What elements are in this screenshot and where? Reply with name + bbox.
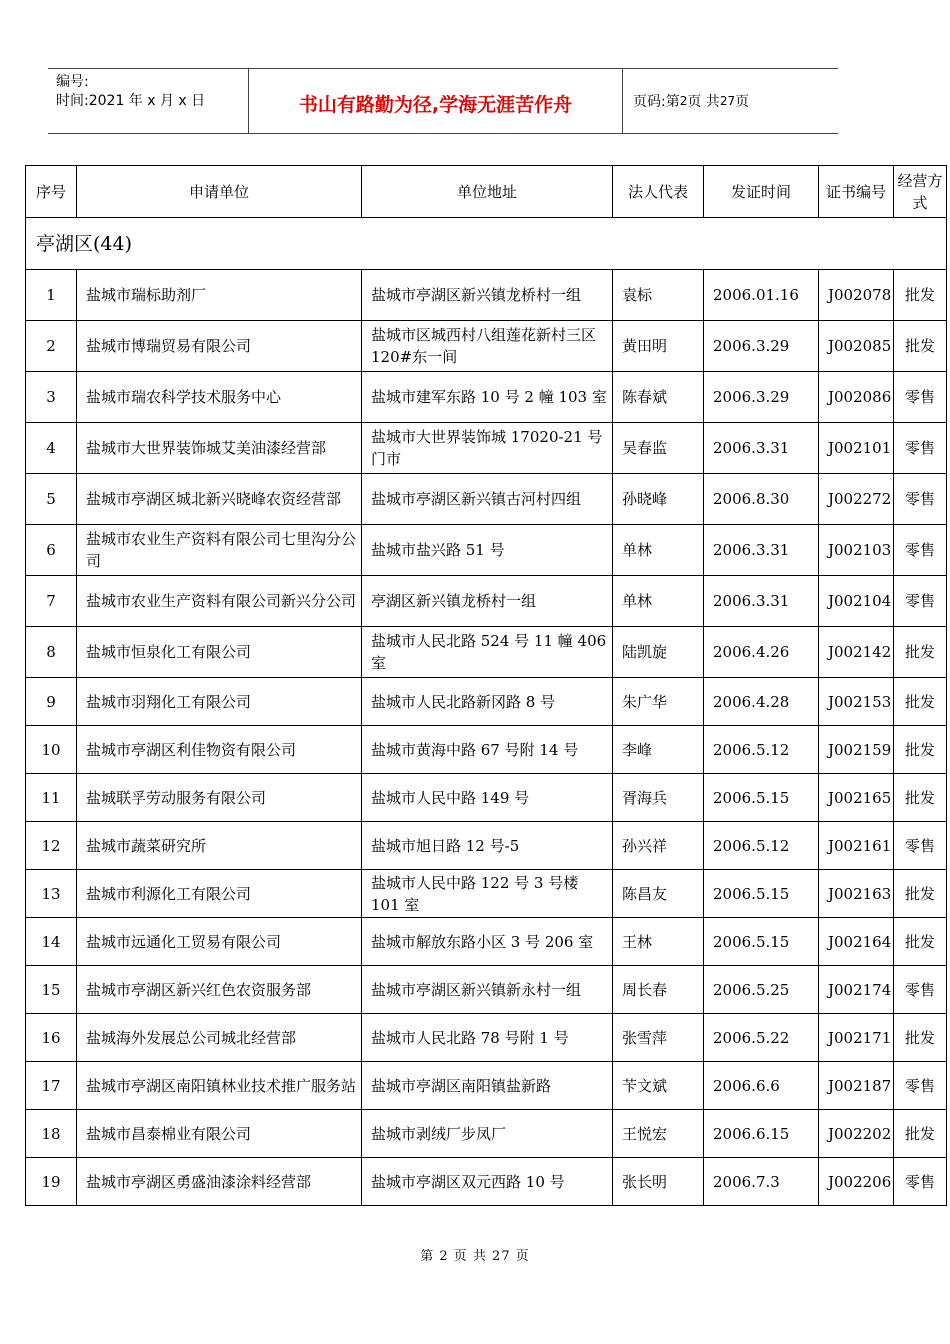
table-row — [26, 870, 947, 918]
cell-addr: 盐城市大世界装饰城 17020-21 号门市 — [362, 423, 613, 474]
cell-unit: 盐城市恒泉化工有限公司 — [77, 627, 362, 678]
cell-addr: 盐城市旭日路 12 号-5 — [362, 822, 613, 870]
cell-date: 2006.5.15 — [704, 870, 819, 918]
table-row — [26, 423, 947, 474]
cell-mode: 零售 — [894, 1062, 947, 1110]
cell-cert: J002103 — [819, 525, 894, 576]
cell-date: 2006.5.12 — [704, 822, 819, 870]
cell-cert: J002206 — [819, 1158, 894, 1206]
cell-unit: 盐城市农业生产资料有限公司新兴分公司 — [77, 576, 362, 627]
cell-unit: 盐城市瑞标助剂厂 — [77, 270, 362, 321]
cell-rep: 陈昌友 — [613, 870, 704, 918]
cell-cert: J002272 — [819, 474, 894, 525]
cell-addr: 盐城市亭湖区南阳镇盐新路 — [362, 1062, 613, 1110]
table-row — [26, 1110, 947, 1158]
table-row — [26, 474, 947, 525]
cell-mode: 批发 — [894, 870, 947, 918]
cell-mode: 批发 — [894, 627, 947, 678]
cell-addr: 盐城市亭湖区新兴镇新永村一组 — [362, 966, 613, 1014]
cell-mode: 零售 — [894, 372, 947, 423]
cell-no: 6 — [26, 525, 77, 576]
cell-unit: 盐城市博瑞贸易有限公司 — [77, 321, 362, 372]
cell-cert: J002163 — [819, 870, 894, 918]
cell-mode: 零售 — [894, 822, 947, 870]
cell-date: 2006.6.15 — [704, 1110, 819, 1158]
cell-cert: J002101 — [819, 423, 894, 474]
cell-unit: 盐城市蔬菜研究所 — [77, 822, 362, 870]
cell-no: 15 — [26, 966, 77, 1014]
cell-no: 2 — [26, 321, 77, 372]
cell-date: 2006.5.22 — [704, 1014, 819, 1062]
cell-addr: 盐城市黄海中路 67 号附 14 号 — [362, 726, 613, 774]
cell-addr: 盐城市人民北路新冈路 8 号 — [362, 678, 613, 726]
cell-mode: 零售 — [894, 966, 947, 1014]
page-total: 27 — [719, 94, 736, 108]
table-row — [26, 966, 947, 1014]
cell-addr: 盐城市盐兴路 51 号 — [362, 525, 613, 576]
section-title: 亭湖区(44) — [26, 218, 947, 270]
cell-mode: 零售 — [894, 525, 947, 576]
cell-rep: 李峰 — [613, 726, 704, 774]
col-header-no: 序号 — [26, 166, 77, 218]
cell-addr: 盐城市人民中路 149 号 — [362, 774, 613, 822]
col-header-addr: 单位地址 — [362, 166, 613, 218]
cell-no: 17 — [26, 1062, 77, 1110]
cell-rep: 吴春监 — [613, 423, 704, 474]
cell-unit: 盐城市昌泰棉业有限公司 — [77, 1110, 362, 1158]
cell-rep: 张长明 — [613, 1158, 704, 1206]
cell-no: 14 — [26, 918, 77, 966]
cell-unit: 盐城市大世界装饰城艾美油漆经营部 — [77, 423, 362, 474]
cell-date: 2006.6.6 — [704, 1062, 819, 1110]
cell-date: 2006.01.16 — [704, 270, 819, 321]
cell-unit: 盐城市利源化工有限公司 — [77, 870, 362, 918]
cell-date: 2006.4.28 — [704, 678, 819, 726]
section-row — [26, 218, 947, 270]
license-table — [25, 165, 947, 1206]
cell-addr: 盐城市人民北路 78 号附 1 号 — [362, 1014, 613, 1062]
cell-mode: 零售 — [894, 474, 947, 525]
cell-date: 2006.4.26 — [704, 627, 819, 678]
cell-rep: 黄田明 — [613, 321, 704, 372]
page-prefix: 页码:第 — [633, 94, 680, 110]
cell-no: 13 — [26, 870, 77, 918]
cell-unit: 盐城市农业生产资料有限公司七里沟分公司 — [77, 525, 362, 576]
cell-mode: 批发 — [894, 321, 947, 372]
cell-date: 2006.8.30 — [704, 474, 819, 525]
cell-unit: 盐城市亭湖区利佳物资有限公司 — [77, 726, 362, 774]
cell-mode: 批发 — [894, 270, 947, 321]
cell-addr: 盐城市亭湖区新兴镇古河村四组 — [362, 474, 613, 525]
cell-no: 9 — [26, 678, 77, 726]
cell-no: 18 — [26, 1110, 77, 1158]
cell-mode: 零售 — [894, 576, 947, 627]
cell-cert: J002174 — [819, 966, 894, 1014]
cell-rep: 周长春 — [613, 966, 704, 1014]
cell-addr: 盐城市解放东路小区 3 号 206 室 — [362, 918, 613, 966]
cell-date: 2006.7.3 — [704, 1158, 819, 1206]
cell-date: 2006.3.29 — [704, 321, 819, 372]
cell-no: 12 — [26, 822, 77, 870]
table-row — [26, 918, 947, 966]
cell-cert: J002142 — [819, 627, 894, 678]
cell-rep: 陈春斌 — [613, 372, 704, 423]
cell-cert: J002202 — [819, 1110, 894, 1158]
cell-addr: 盐城市人民北路 524 号 11 幢 406 室 — [362, 627, 613, 678]
col-header-rep: 法人代表 — [613, 166, 704, 218]
cell-date: 2006.3.29 — [704, 372, 819, 423]
cell-rep: 朱广华 — [613, 678, 704, 726]
page-header — [48, 68, 838, 134]
cell-rep: 单林 — [613, 525, 704, 576]
col-header-mode: 经营方式 — [894, 166, 947, 218]
cell-cert: J002078 — [819, 270, 894, 321]
cell-date: 2006.5.15 — [704, 918, 819, 966]
cell-unit: 盐城联孚劳动服务有限公司 — [77, 774, 362, 822]
cell-unit: 盐城市亭湖区新兴红色农资服务部 — [77, 966, 362, 1014]
page-mid: 页 共 — [687, 94, 720, 110]
cell-unit: 盐城市亭湖区南阳镇林业技术推广服务站 — [77, 1062, 362, 1110]
cell-rep: 王林 — [613, 918, 704, 966]
page-number: 2 — [679, 94, 688, 108]
cell-rep: 陆凯旋 — [613, 627, 704, 678]
cell-date: 2006.3.31 — [704, 525, 819, 576]
cell-no: 1 — [26, 270, 77, 321]
cell-cert: J002086 — [819, 372, 894, 423]
cell-date: 2006.3.31 — [704, 576, 819, 627]
cell-addr: 亭湖区新兴镇龙桥村一组 — [362, 576, 613, 627]
table-row — [26, 822, 947, 870]
cell-mode: 批发 — [894, 1110, 947, 1158]
cell-unit: 盐城市瑞农科学技术服务中心 — [77, 372, 362, 423]
cell-rep: 张雪萍 — [613, 1014, 704, 1062]
cell-unit: 盐城市羽翔化工有限公司 — [77, 678, 362, 726]
table-row — [26, 774, 947, 822]
cell-cert: J002187 — [819, 1062, 894, 1110]
table-row — [26, 270, 947, 321]
cell-rep: 王悦宏 — [613, 1110, 704, 1158]
page-footer: 第 2 页 共 27 页 — [420, 1249, 530, 1264]
col-header-unit: 申请单位 — [77, 166, 362, 218]
cell-cert: J002161 — [819, 822, 894, 870]
header-motto: 书山有路勤为径,学海无涯苦作舟 — [249, 69, 623, 133]
cell-addr: 盐城市亭湖区双元西路 10 号 — [362, 1158, 613, 1206]
table-row — [26, 1062, 947, 1110]
cell-unit: 盐城市亭湖区城北新兴晓峰农资经营部 — [77, 474, 362, 525]
cell-cert: J002171 — [819, 1014, 894, 1062]
cell-unit: 盐城市亭湖区勇盛油漆涂料经营部 — [77, 1158, 362, 1206]
table-row — [26, 627, 947, 678]
table-row — [26, 678, 947, 726]
table-row — [26, 576, 947, 627]
cell-no: 3 — [26, 372, 77, 423]
cell-cert: J002153 — [819, 678, 894, 726]
cell-mode: 批发 — [894, 678, 947, 726]
cell-date: 2006.5.15 — [704, 774, 819, 822]
col-header-cert: 证书编号 — [819, 166, 894, 218]
page-suffix: 页 — [735, 94, 750, 110]
cell-no: 8 — [26, 627, 77, 678]
cell-rep: 苄文斌 — [613, 1062, 704, 1110]
table-row — [26, 321, 947, 372]
cell-mode: 批发 — [894, 726, 947, 774]
table-header-row — [26, 166, 947, 218]
cell-no: 4 — [26, 423, 77, 474]
cell-date: 2006.3.31 — [704, 423, 819, 474]
table-row — [26, 1014, 947, 1062]
cell-no: 16 — [26, 1014, 77, 1062]
header-meta — [48, 69, 249, 133]
cell-cert: J002104 — [819, 576, 894, 627]
cell-unit: 盐城海外发展总公司城北经营部 — [77, 1014, 362, 1062]
cell-mode: 批发 — [894, 1014, 947, 1062]
cell-addr: 盐城市剥绒厂步凤厂 — [362, 1110, 613, 1158]
header-page-info — [623, 69, 838, 133]
cell-mode: 零售 — [894, 1158, 947, 1206]
id-label: 编号: — [56, 74, 89, 90]
cell-rep: 胥海兵 — [613, 774, 704, 822]
table-row — [26, 1158, 947, 1206]
cell-cert: J002164 — [819, 918, 894, 966]
time-label: 时间:2021 年 x 月 x 日 — [56, 93, 206, 109]
cell-no: 7 — [26, 576, 77, 627]
col-header-date: 发证时间 — [704, 166, 819, 218]
cell-date: 2006.5.12 — [704, 726, 819, 774]
cell-addr: 盐城市建军东路 10 号 2 幢 103 室 — [362, 372, 613, 423]
table-row — [26, 726, 947, 774]
cell-addr: 盐城市区城西村八组莲花新村三区 120#东一间 — [362, 321, 613, 372]
cell-addr: 盐城市人民中路 122 号 3 号楼 101 室 — [362, 870, 613, 918]
cell-cert: J002165 — [819, 774, 894, 822]
cell-unit: 盐城市远通化工贸易有限公司 — [77, 918, 362, 966]
cell-rep: 袁标 — [613, 270, 704, 321]
cell-no: 11 — [26, 774, 77, 822]
cell-cert: J002085 — [819, 321, 894, 372]
cell-cert: J002159 — [819, 726, 894, 774]
cell-mode: 批发 — [894, 774, 947, 822]
cell-addr: 盐城市亭湖区新兴镇龙桥村一组 — [362, 270, 613, 321]
cell-mode: 零售 — [894, 423, 947, 474]
table-row — [26, 525, 947, 576]
cell-no: 19 — [26, 1158, 77, 1206]
cell-rep: 单林 — [613, 576, 704, 627]
table-row — [26, 372, 947, 423]
cell-no: 5 — [26, 474, 77, 525]
cell-no: 10 — [26, 726, 77, 774]
cell-date: 2006.5.25 — [704, 966, 819, 1014]
cell-mode: 批发 — [894, 918, 947, 966]
cell-rep: 孙晓峰 — [613, 474, 704, 525]
cell-rep: 孙兴祥 — [613, 822, 704, 870]
